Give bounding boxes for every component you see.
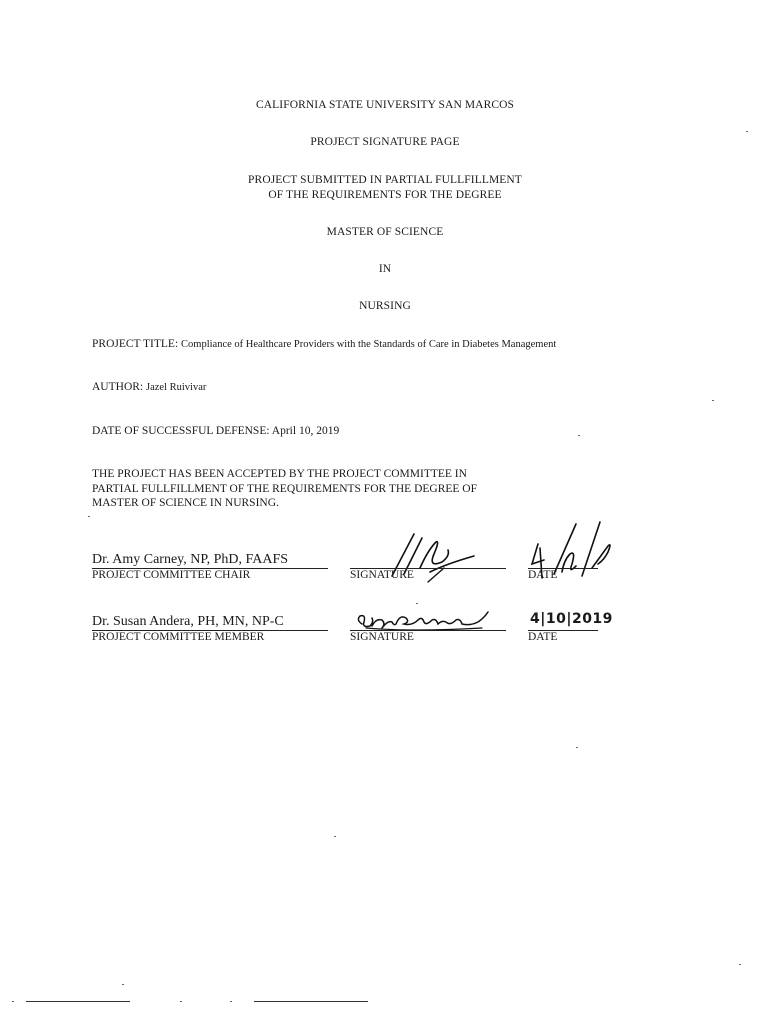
scan-speck [12, 1001, 14, 1002]
defense-date-value: April 10, 2019 [271, 425, 340, 437]
project-title-row [92, 338, 556, 350]
scan-speck [88, 516, 90, 517]
scan-speck [712, 400, 714, 401]
degree-field: NURSING [359, 300, 411, 312]
signature-caption: SIGNATURE [350, 631, 414, 643]
degree-name: MASTER OF SCIENCE [326, 226, 444, 238]
defense-date-label: DATE OF SUCCESSFUL DEFENSE: [92, 425, 270, 437]
author-row [92, 381, 206, 393]
degree-connector: IN [378, 263, 392, 275]
acceptance-statement [92, 467, 477, 511]
signatory-name: Dr. Amy Carney, NP, PhD, FAAFS [92, 552, 289, 567]
statement-line-2: PARTIAL FULLFILLMENT OF THE REQUIREMENTS FOR THE DEGREE OF [92, 482, 478, 495]
footer-rule [26, 1001, 130, 1002]
statement-line-1: THE PROJECT HAS BEEN ACCEPTED BY THE PROJECT COMMITTEE IN [92, 468, 467, 480]
project-title-label: PROJECT TITLE: [92, 338, 179, 350]
footer-rule [254, 1001, 368, 1002]
signatory-role: PROJECT COMMITTEE MEMBER [92, 631, 265, 643]
scan-speck [230, 1001, 232, 1002]
scan-speck [122, 984, 124, 985]
scan-speck [578, 435, 580, 436]
date-caption: DATE [528, 631, 558, 643]
author-value: Jazel Ruivivar [146, 382, 207, 393]
scan-speck [739, 964, 741, 965]
date-caption: DATE [528, 569, 558, 581]
statement-line-3: MASTER OF SCIENCE IN NURSING. [92, 497, 279, 509]
page-title: PROJECT SIGNATURE PAGE [310, 136, 460, 148]
scan-speck [180, 1001, 182, 1002]
university-name: CALIFORNIA STATE UNIVERSITY SAN MARCOS [255, 99, 515, 111]
signatory-role: PROJECT COMMITTEE CHAIR [92, 569, 251, 581]
defense-date-row [92, 425, 339, 437]
project-title-value: Compliance of Healthcare Providers with the Standards of Care in Diabetes Management [181, 339, 557, 350]
signature-caption: SIGNATURE [350, 569, 414, 581]
signatory-name: Dr. Susan Andera, PH, MN, NP-C [92, 614, 284, 629]
scan-speck [746, 131, 748, 132]
author-label: AUTHOR: [92, 381, 144, 393]
scan-speck [416, 603, 418, 604]
scan-speck [576, 747, 578, 748]
submission-line-2: OF THE REQUIREMENTS FOR THE DEGREE [268, 189, 502, 201]
handwritten-date: 4|10|2019 [530, 611, 613, 627]
submission-line-1: PROJECT SUBMITTED IN PARTIAL FULLFILLMENT [248, 174, 522, 186]
scan-speck [334, 836, 336, 837]
